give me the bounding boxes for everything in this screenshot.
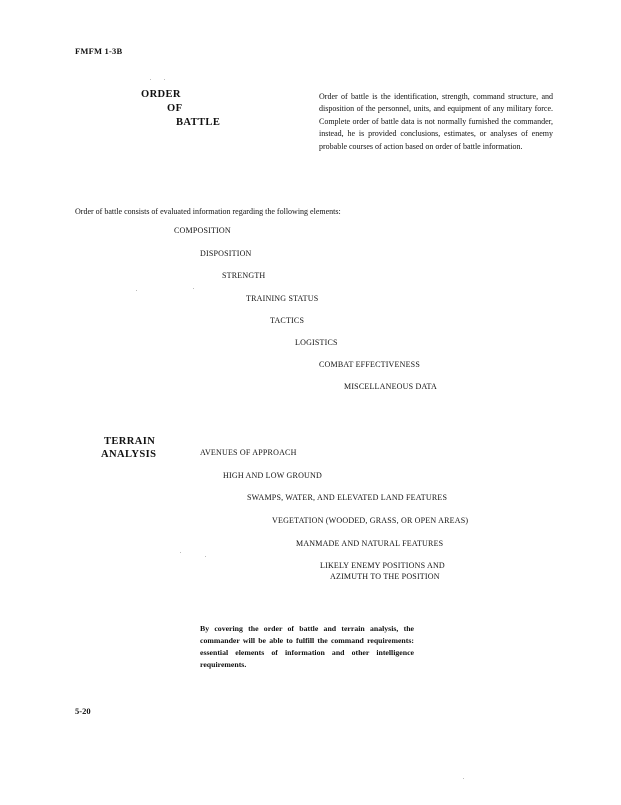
scan-speck (205, 556, 206, 557)
element-training-status: TRAINING STATUS (246, 294, 319, 303)
element-miscellaneous-data: MISCELLANEOUS DATA (344, 382, 437, 391)
scan-speck (164, 79, 165, 80)
scan-speck (180, 552, 181, 553)
definition-text: Order of battle is the identification, strength, command structure, and disposition of the personnel, units, and equipment of any military force. Complete order of battle data is not normally furnished the commander, instead, he is provided conclusions, estimates, or analyses of enemy probable courses of action based on order of battle information. (319, 92, 553, 151)
heading-line-analysis: ANALYSIS (101, 449, 157, 460)
page-number: 5-20 (75, 706, 91, 716)
conclusion-paragraph (200, 623, 414, 671)
element-disposition: DISPOSITION (200, 249, 252, 258)
element-composition: COMPOSITION (174, 226, 231, 235)
element-combat-effectiveness: COMBAT EFFECTIVENESS (319, 360, 420, 369)
heading-line-terrain: TERRAIN (104, 436, 156, 447)
terrain-item-features: MANMADE AND NATURAL FEATURES (296, 539, 444, 548)
element-logistics: LOGISTICS (295, 338, 338, 347)
heading-line-order: ORDER (141, 89, 181, 100)
order-of-battle-definition (319, 91, 553, 153)
scan-speck (193, 288, 194, 289)
element-tactics: TACTICS (270, 316, 305, 325)
publication-code: FMFM 1-3B (75, 46, 123, 56)
terrain-item-azimuth: AZIMUTH TO THE POSITION (330, 572, 440, 581)
scan-speck (150, 79, 151, 80)
terrain-item-ground: HIGH AND LOW GROUND (223, 471, 322, 480)
conclusion-text: By covering the order of battle and terrain analysis, the commander will be able to fulfill the command requirements: essential elements of information and other intelligence requirements. (200, 624, 414, 669)
terrain-item-vegetation: VEGETATION (WOODED, GRASS, OR OPEN AREAS) (272, 516, 469, 525)
elements-lead-in: Order of battle consists of evaluated information regarding the following elements: (75, 207, 341, 216)
terrain-item-enemy-positions: LIKELY ENEMY POSITIONS AND (320, 561, 445, 570)
heading-line-of: OF (167, 103, 183, 114)
element-strength: STRENGTH (222, 271, 266, 280)
terrain-item-avenues: AVENUES OF APPROACH (200, 448, 297, 457)
scan-speck (463, 778, 464, 779)
heading-line-battle: BATTLE (176, 117, 221, 128)
scan-speck (136, 290, 137, 291)
terrain-item-swamps: SWAMPS, WATER, AND ELEVATED LAND FEATURES (247, 493, 448, 502)
